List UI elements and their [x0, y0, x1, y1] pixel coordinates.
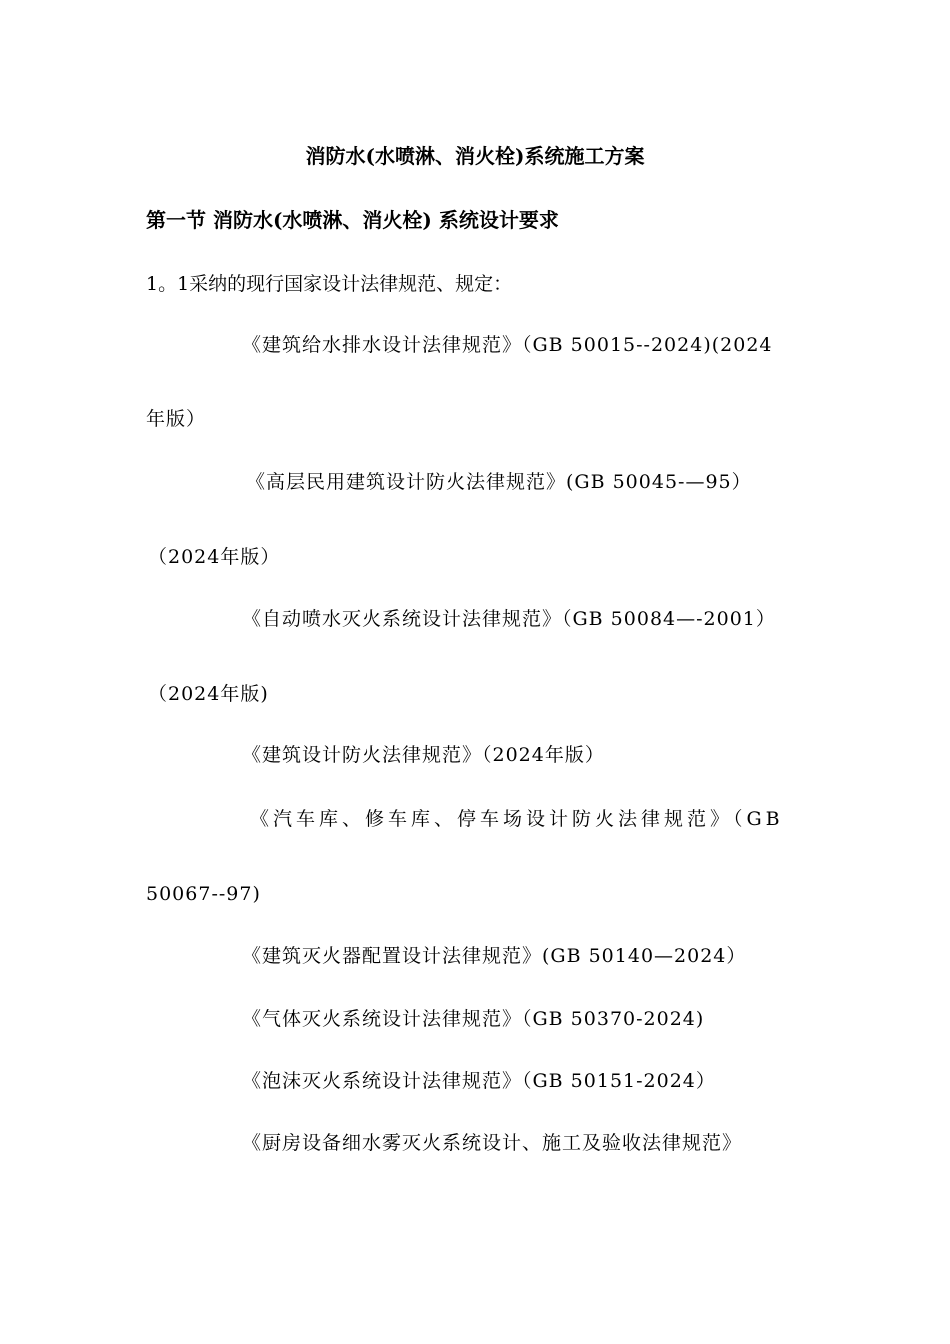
subheading: 1。1采纳的现行国家设计法律规范、规定：	[146, 273, 513, 295]
standard-line-13: 《厨房设备细水雾灭火系统设计、施工及验收法律规范》	[242, 1132, 743, 1154]
standard-line-4: （2024年版）	[148, 546, 281, 568]
document-title: 消防水(水喷淋、消火栓)系统施工方案	[305, 144, 645, 168]
standard-line-3: 《高层民用建筑设计防火法律规范》(GB 50045-—95）	[246, 471, 752, 493]
standard-line-11: 《气体灭火系统设计法律规范》（GB 50370-2024)	[242, 1008, 705, 1030]
standard-line-8: 《汽车库、修车库、停车场设计防火法律规范》（GB	[250, 808, 784, 830]
standard-line-2: 年版）	[146, 408, 207, 430]
standard-line-9: 50067--97)	[146, 883, 261, 905]
standard-line-7: 《建筑设计防火法律规范》（2024年版）	[242, 744, 605, 766]
standard-line-6: （2024年版)	[148, 683, 269, 705]
standard-line-5: 《自动喷水灭火系统设计法律规范》（GB 50084—-2001）	[242, 608, 776, 630]
standard-line-1: 《建筑给水排水设计法律规范》（GB 50015--2024)(2024	[242, 334, 773, 356]
standard-line-10: 《建筑灭火器配置设计法律规范》(GB 50140—2024）	[242, 945, 747, 967]
section-heading: 第一节 消防水(水喷淋、消火栓) 系统设计要求	[146, 208, 559, 232]
standard-line-12: 《泡沫灭火系统设计法律规范》（GB 50151-2024）	[242, 1070, 716, 1092]
